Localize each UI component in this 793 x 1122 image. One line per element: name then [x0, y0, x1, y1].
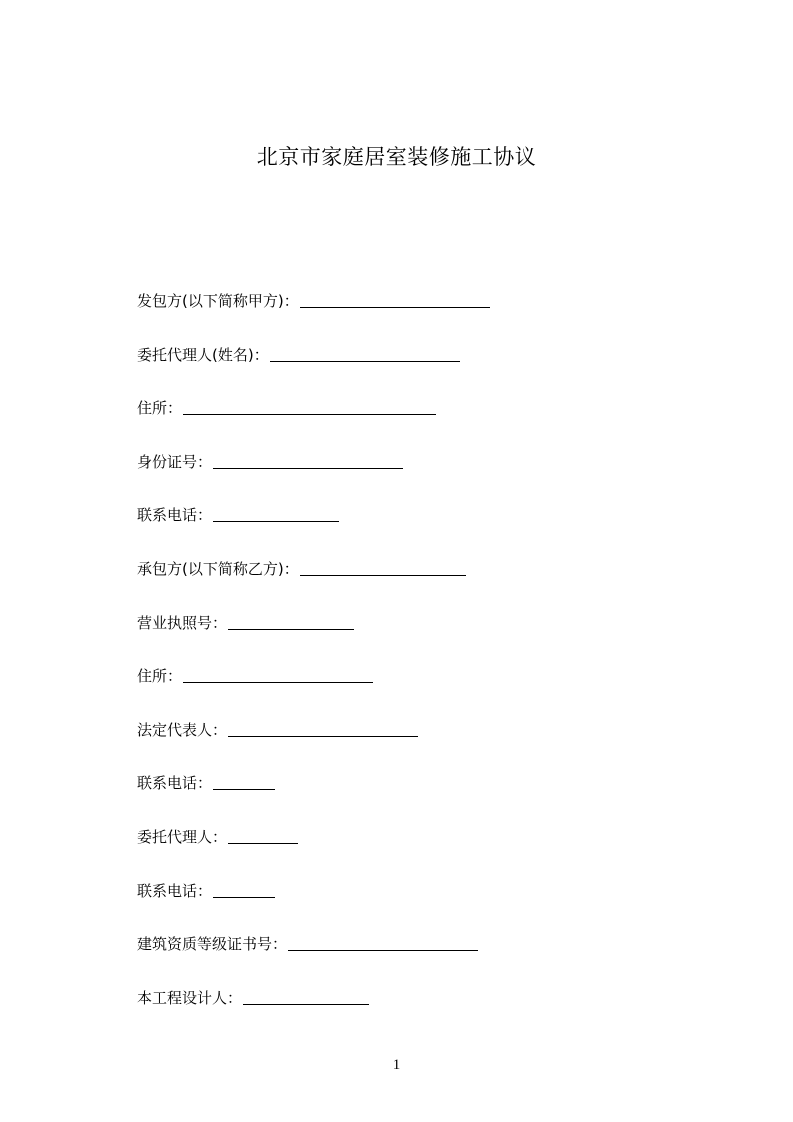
- fill-in-blank[interactable]: [270, 344, 460, 362]
- field-label: 联系电话：: [137, 506, 213, 525]
- fill-in-blank[interactable]: [288, 933, 478, 951]
- field-contractor: [137, 558, 697, 612]
- fill-in-blank[interactable]: [300, 290, 490, 308]
- fill-in-blank[interactable]: [213, 880, 275, 898]
- page-number: 1: [392, 1057, 401, 1073]
- field-label: 发包方(以下简称甲方)：: [137, 292, 299, 310]
- fill-in-blank[interactable]: [213, 451, 403, 469]
- field-client: [137, 290, 697, 344]
- field-designer: [137, 987, 697, 1041]
- field-client-address: [137, 397, 697, 451]
- fill-in-blank[interactable]: [300, 558, 466, 576]
- party-info-fields: [137, 290, 697, 1040]
- field-label: 委托代理人：: [137, 827, 228, 846]
- field-label: 法定代表人：: [137, 720, 228, 739]
- field-label: 联系电话：: [137, 881, 213, 900]
- field-label: 营业执照号：: [137, 613, 228, 632]
- document-title: 北京市家庭居室装修施工协议: [256, 145, 537, 169]
- field-label: 本工程设计人：: [137, 988, 243, 1007]
- field-label: 身份证号：: [137, 452, 213, 471]
- field-id-number: [137, 451, 697, 505]
- fill-in-blank[interactable]: [183, 665, 373, 683]
- fill-in-blank[interactable]: [243, 987, 369, 1005]
- field-qualification-certificate: [137, 933, 697, 987]
- field-agent-phone: [137, 880, 697, 934]
- field-label: 联系电话：: [137, 774, 213, 793]
- field-contractor-address: [137, 665, 697, 719]
- fill-in-blank[interactable]: [228, 719, 418, 737]
- field-contractor-agent: [137, 826, 697, 880]
- fill-in-blank[interactable]: [228, 612, 354, 630]
- field-client-agent: [137, 344, 697, 398]
- fill-in-blank[interactable]: [213, 772, 275, 790]
- field-client-phone: [137, 504, 697, 558]
- field-contractor-phone: [137, 772, 697, 826]
- fill-in-blank[interactable]: [228, 826, 298, 844]
- field-label: 建筑资质等级证书号：: [137, 935, 288, 954]
- field-label: 住所：: [137, 399, 183, 418]
- fill-in-blank[interactable]: [183, 397, 436, 415]
- field-label: 承包方(以下简称乙方)：: [137, 559, 299, 578]
- field-legal-representative: [137, 719, 697, 773]
- field-business-license: [137, 612, 697, 666]
- fill-in-blank[interactable]: [213, 504, 339, 522]
- field-label: 委托代理人(姓名)：: [137, 345, 269, 364]
- field-label: 住所：: [137, 667, 183, 686]
